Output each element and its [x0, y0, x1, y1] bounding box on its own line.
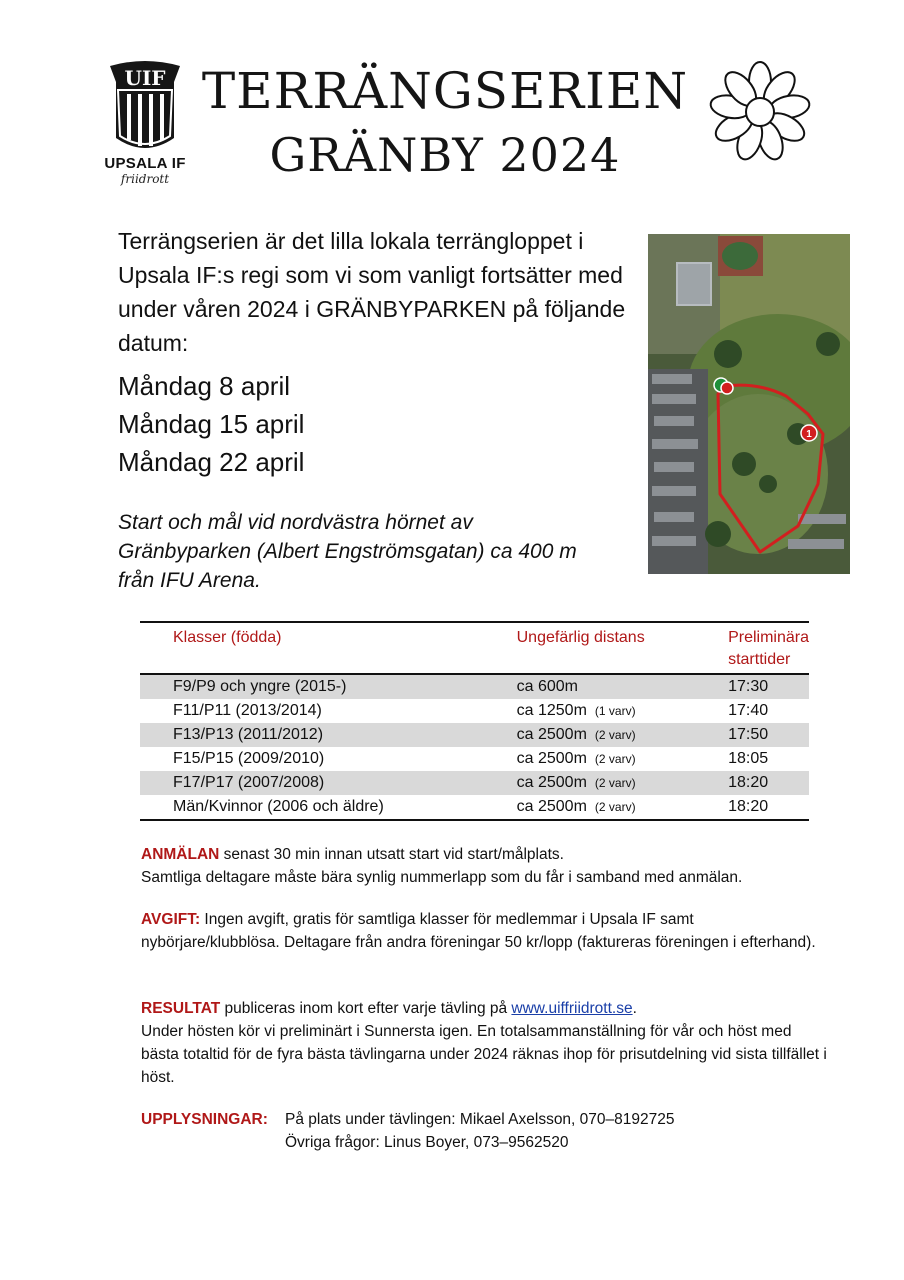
race-date: Måndag 22 april [118, 447, 305, 477]
distance-value: ca 1250m [516, 702, 587, 719]
results-text-end: . [632, 1000, 637, 1017]
contact-label: UPPLYSNINGAR: [141, 1111, 268, 1128]
contact-line-1: På plats under tävlingen: Mikael Axelsson, 070–8192725 [285, 1111, 675, 1128]
class-table [140, 621, 809, 821]
intro-text: Terrängserien är det lilla lokala terrängloppet i Upsala IF:s regi som vi som vanligt fortsätter med under våren 2024 i GRÄNBYPARKEN på följande datum: [118, 228, 626, 356]
header-class: Klasser (födda) [173, 629, 282, 646]
class-cell: F17/P17 (2007/2008) [173, 774, 325, 791]
table-row [140, 723, 809, 747]
race-date: Måndag 8 april [118, 371, 290, 401]
distance-cell [517, 747, 728, 771]
registration-text: senast 30 min innan utsatt start vid start/målplats. [219, 846, 564, 863]
aerial-map-image [648, 234, 850, 574]
logo-initials: UIF [124, 66, 166, 90]
fee-text: Ingen avgift, gratis för samtliga klasser för medlemmar i Upsala IF samt nybörjare/klubblösa. Deltagare från andra föreningar 50 kr/lopp (faktureras föreningen i efterhand). [141, 911, 816, 951]
distance-value: ca 2500m [516, 774, 587, 791]
results-link[interactable]: www.uiffriidrott.se [511, 1000, 633, 1017]
distance-value: ca 2500m [516, 798, 587, 815]
table-row [140, 747, 809, 771]
table-row [140, 771, 809, 795]
class-cell: F9/P9 och yngre (2015-) [173, 678, 347, 695]
results-label: RESULTAT [141, 1000, 221, 1017]
fee-section [141, 908, 831, 954]
course-map [648, 234, 850, 574]
header-start-time [728, 622, 809, 674]
table-row [140, 674, 809, 699]
results-text-2: Under hösten kör vi preliminärt i Sunnersta igen. En totalsammanställning för vår och höst med bästa totaltid för de fyra bästa tävlingarna under 2024 räknas ihop för prisutdelning vid sista tillfället i höst. [141, 1023, 827, 1086]
distance-value: ca 2500m [516, 726, 587, 743]
laps-value: (2 varv) [594, 728, 636, 742]
distance-cell [517, 795, 728, 820]
race-date: Måndag 15 april [118, 409, 305, 439]
club-logo [100, 60, 190, 185]
class-cell: F13/P13 (2011/2012) [173, 726, 324, 743]
logo-club-name: UPSALA IF [104, 155, 186, 172]
table-header-row [140, 622, 809, 674]
laps-value: (2 varv) [594, 776, 636, 790]
page-title-line2: GRÄNBY 2024 [269, 128, 621, 182]
time-cell: 18:20 [728, 798, 769, 815]
registration-text-2: Samtliga deltagare måste bära synlig nummerlapp som du får i samband med anmälan. [141, 869, 743, 886]
class-cell: F15/P15 (2009/2010) [173, 750, 325, 767]
class-cell: F11/P11 (2013/2014) [173, 702, 322, 719]
contact-line-2: Övriga frågor: Linus Boyer, 073–9562520 [285, 1134, 569, 1151]
table-row [140, 795, 809, 820]
results-section [141, 997, 831, 1089]
class-cell: Män/Kvinnor (2006 och äldre) [173, 798, 384, 815]
club-shield-icon [100, 60, 190, 155]
time-cell: 17:50 [728, 726, 769, 743]
registration-section [141, 843, 831, 889]
time-cell: 17:30 [728, 678, 769, 695]
time-cell: 18:05 [728, 750, 769, 767]
results-text: publiceras inom kort efter varje tävling på [220, 1000, 512, 1017]
distance-cell [517, 674, 728, 699]
start-location-text: Start och mål vid nordvästra hörnet av Gränbyparken (Albert Engströmsgatan) ca 400 m från IFU Arena. [118, 511, 577, 592]
header-start-time-line2: starttider [728, 651, 791, 668]
header-start-time-line1: Preliminära [728, 629, 809, 646]
logo-sport: friidrott [120, 172, 170, 186]
header-distance: Ungefärlig distans [516, 629, 645, 646]
flower-icon [700, 60, 820, 170]
fee-label: AVGIFT: [141, 911, 201, 928]
laps-value: (2 varv) [594, 800, 636, 814]
laps-value: (2 varv) [594, 752, 636, 766]
distance-cell [517, 723, 728, 747]
distance-cell [517, 771, 728, 795]
time-cell: 18:20 [728, 774, 769, 791]
time-cell: 17:40 [728, 702, 769, 719]
contact-section [141, 1108, 831, 1154]
table-row [140, 699, 809, 723]
laps-value: (1 varv) [594, 704, 636, 718]
finish-marker-icon [721, 382, 733, 394]
km-marker-label: 1 [806, 429, 812, 440]
distance-value: ca 2500m [516, 750, 587, 767]
registration-label: ANMÄLAN [141, 846, 220, 863]
distance-cell [517, 699, 728, 723]
page-title-line1: TERRÄNGSERIEN [201, 62, 689, 120]
distance-value: ca 600m [516, 678, 578, 695]
